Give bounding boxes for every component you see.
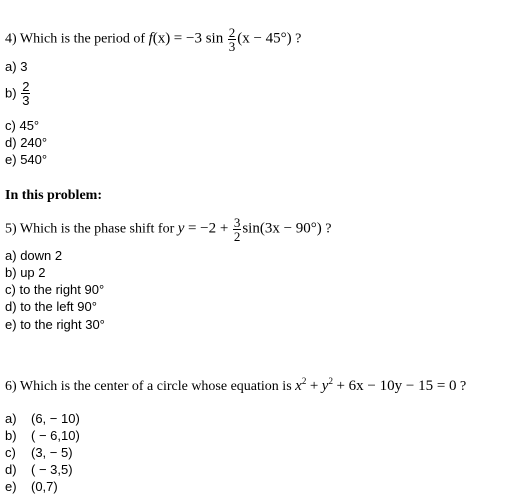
question-4-prefix: 4) Which is the period of [5, 31, 146, 47]
question-4-func: f [148, 30, 153, 47]
option-label: c) [5, 118, 16, 133]
question-5-tail: sin(3x − 90°) [242, 220, 322, 237]
question-4-eq: = −3 sin [173, 30, 224, 47]
q4-option-e [5, 152, 47, 168]
question-4-tail: (x − 45°) [237, 30, 292, 47]
question-6 [5, 373, 466, 395]
q6-option-c [5, 445, 73, 461]
q5-option-c [5, 282, 104, 298]
question-6-y-exponent: 2 [328, 376, 333, 386]
question-6-qmark: ? [460, 379, 467, 394]
option-label: d) [5, 299, 17, 314]
option-text: ( − 3,5) [31, 462, 73, 477]
option-text: 45° [19, 118, 40, 133]
option-text: to the right 30° [20, 317, 105, 332]
question-5-lhs: y [177, 220, 185, 237]
option-text: to the left 90° [20, 299, 97, 314]
question-4 [5, 26, 301, 53]
option-label: a) [5, 59, 17, 74]
option-text: (6, − 10) [31, 411, 80, 426]
q6-option-e [5, 479, 58, 495]
question-4-fraction [228, 26, 237, 53]
q4-option-c [5, 118, 39, 134]
fraction-denominator: 3 [228, 39, 236, 54]
q5-option-d [5, 299, 97, 315]
option-label: a) [5, 411, 17, 426]
option-label: e) [5, 152, 17, 167]
option-label: c) [5, 282, 16, 297]
question-5 [5, 216, 332, 243]
option-text: (3, − 5) [31, 445, 73, 460]
question-5-prefix: 5) Which is the phase shift for [5, 221, 175, 237]
option-text: ( − 6,10) [31, 428, 80, 443]
q4-option-d [5, 135, 47, 151]
option-label: b) [5, 428, 17, 443]
q4-option-b [5, 80, 31, 107]
question-4-arg: (x) [152, 30, 171, 47]
question-6-prefix: 6) Which is the center of a circle whose equation is [5, 379, 292, 394]
option-text: 540° [20, 152, 48, 167]
fraction-numerator: 3 [233, 215, 241, 230]
question-6-x-exponent: 2 [301, 376, 307, 386]
question-5-fraction [233, 216, 242, 243]
question-5-eq: = −2 + [187, 220, 229, 237]
option-text: (0,7) [31, 479, 58, 494]
q4-option-a [5, 59, 27, 75]
option-label: e) [5, 317, 17, 332]
question-6-plus: + [309, 378, 319, 394]
fraction-denominator: 2 [233, 229, 241, 244]
option-label: d) [5, 135, 17, 150]
option-label: b) [5, 265, 17, 280]
question-6-x: x [295, 378, 302, 394]
option-text: 240° [20, 135, 48, 150]
q6-option-d [5, 462, 73, 478]
q6-option-a [5, 411, 80, 427]
option-text: 3 [20, 59, 28, 74]
question-4-qmark: ? [295, 31, 302, 47]
q6-option-b [5, 428, 80, 444]
option-label: e) [5, 479, 17, 494]
option-text: up 2 [20, 265, 46, 280]
q5-option-e [5, 317, 105, 333]
option-label: a) [5, 248, 17, 263]
question-5-qmark: ? [325, 221, 332, 237]
option-label: d) [5, 462, 17, 477]
fraction-numerator: 2 [228, 25, 236, 40]
option-text: down 2 [20, 248, 63, 263]
option-text: to the right 90° [19, 282, 105, 297]
option-label: c) [5, 445, 16, 460]
section-heading: In this problem: [5, 188, 102, 203]
option-label: b) [5, 85, 17, 101]
q5-option-a [5, 248, 62, 264]
fraction-numerator: 2 [22, 79, 30, 94]
fraction-denominator: 3 [22, 93, 30, 108]
option-fraction [21, 80, 30, 107]
q5-option-b [5, 265, 46, 281]
question-6-y: y [321, 378, 329, 394]
question-6-rest: + 6x − 10y − 15 = 0 [336, 378, 457, 394]
